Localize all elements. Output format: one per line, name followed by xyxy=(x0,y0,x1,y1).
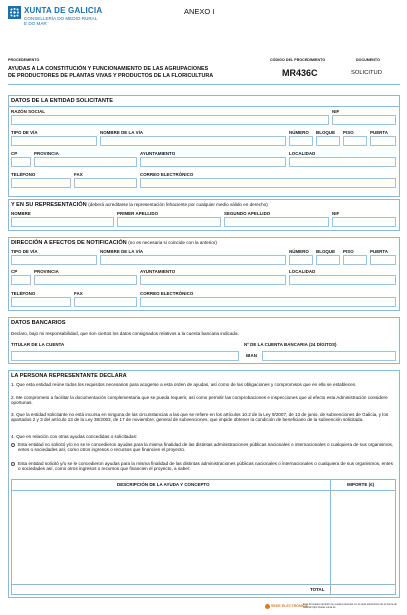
provincia-label: PROVINCIA xyxy=(34,151,59,156)
puerta-field[interactable] xyxy=(370,136,396,146)
not-puerta-field[interactable] xyxy=(370,255,396,265)
rep-primer-apellido-field[interactable] xyxy=(117,217,221,227)
declaration-title: LA PERSONA REPRESENTANTE DECLARA xyxy=(11,373,127,379)
fax-label: FAX xyxy=(74,172,83,177)
telefono-label: TELÉFONO xyxy=(11,172,36,177)
department-line-2: E DO MAR xyxy=(24,21,47,26)
cp-field[interactable] xyxy=(11,157,31,167)
rep-segundo-apellido-label: SEGUNDO APELLIDO xyxy=(224,211,271,216)
rep-primer-apellido-label: PRIMER APELLIDO xyxy=(117,211,159,216)
aid-table-total-label: TOTAL xyxy=(310,587,325,592)
logo-emblem-icon xyxy=(8,6,21,19)
procedure-title-line-2: DE PRODUCTORES DE PLANTAS VIVAS Y PRODUCTOS DE LA FLORICULTURA xyxy=(8,73,214,79)
rep-nif-field[interactable] xyxy=(332,217,396,227)
notification-subtitle: (no es necesaria si coincide con la anterior) xyxy=(128,240,217,245)
declaration-item-2: 2. Me comprometo a facilitar la documentación complementaria que se pueda requerir, así como permitir las comprobaciones e inspecciones que al efecto esta Administración considere oportunas. xyxy=(11,395,388,406)
option-no-aid-text: Esta entidad no solicitó y/o no se le concedieron ayudas para la misma finalidad de las distintas administraciones públicas nacionales o internacionales o cualquiera de sus organismos, entes o sociedades así, como otros ingresos o recursos que financien el proyecto. xyxy=(18,442,394,453)
titular-field[interactable] xyxy=(11,351,239,361)
rep-nombre-field[interactable] xyxy=(11,217,114,227)
representation-title xyxy=(11,202,268,208)
piso-label: PISO xyxy=(343,130,354,135)
option-aid-text: Esta entidad solicitó y/o se le concedieron ayudas para la misma finalidad de las distintas administraciones públicas nacionales o internacionales o cualquiera de sus organismos, entes o sociedades así, como otros ingresos o recursos que financien el proyecto, a saber: xyxy=(18,461,393,472)
not-provincia-label: PROVINCIA xyxy=(34,269,59,274)
not-cp-label: CP xyxy=(11,269,18,274)
not-telefono-field[interactable] xyxy=(11,297,71,307)
not-ayuntamiento-field[interactable] xyxy=(140,275,286,285)
document-type: SOLICITUD xyxy=(351,70,382,76)
tipo-via-label: TIPO DE VÍA xyxy=(11,130,38,135)
procedure-code-label: CÓDIGO DEL PROCEDIMIENTO xyxy=(270,58,326,62)
bank-title: DATOS BANCARIOS xyxy=(11,320,66,326)
localidad-label: LOCALIDAD xyxy=(289,151,316,156)
not-bloque-label: BLOQUE xyxy=(316,249,336,254)
razon-social-field[interactable] xyxy=(11,115,329,125)
declaration-item-3: 3. Que la entidad solicitante no está incursa en ninguna de las circunstancias a las que se refiere en los artículos 10.2 de la Ley 9/2007, de 13 de junio, de subvenciones de Galicia, y los apartados 2 y 3 del artículo 13 de la Ley 38/2003, de 17 de noviembre, general de subvenciones, que impide obtener la condición de beneficiario de la subvención solicitada. xyxy=(11,412,389,423)
applicant-title-divider xyxy=(8,106,400,107)
fax-field[interactable] xyxy=(74,178,137,188)
bloque-label: BLOQUE xyxy=(316,130,336,135)
not-cp-field[interactable] xyxy=(11,275,31,285)
declaration-item-1: 1. Que esta entidad reúne todos los requisitos necesarios para acogerse a esta orden de ayudas, así como de las obligaciones y compromisos que en ella se establecen. xyxy=(11,382,357,387)
option-aid-radio[interactable] xyxy=(11,462,15,466)
not-nombre-via-field[interactable] xyxy=(100,255,286,265)
numero-label: NÚMERO xyxy=(289,130,309,135)
aid-table-column-divider xyxy=(330,479,331,595)
aid-table-header-line xyxy=(11,490,396,491)
annex-title: ANEXO I xyxy=(184,7,215,16)
titular-label: TITULAR DE LA CUENTA xyxy=(11,342,65,347)
not-localidad-field[interactable] xyxy=(289,275,396,285)
not-fax-label: FAX xyxy=(74,291,83,296)
notification-title-text: DIRECCIÓN A EFECTOS DE NOTIFICACIÓN xyxy=(11,240,127,246)
not-numero-label: NÚMERO xyxy=(289,249,309,254)
puerta-label: PUERTA xyxy=(370,130,389,135)
correo-label: CORREO ELECTRÓNICO xyxy=(140,172,194,177)
procedure-title-line-1: AYUDAS A LA CONSTITUCIÓN Y FUNCIONAMIENTO DE LAS AGRUPACIONES xyxy=(8,66,209,72)
not-bloque-field[interactable] xyxy=(316,255,340,265)
numero-field[interactable] xyxy=(289,136,313,146)
razon-social-label: RAZÓN SOCIAL xyxy=(11,109,46,114)
not-tipo-via-field[interactable] xyxy=(11,255,97,265)
nif-label: NIF xyxy=(332,109,340,114)
logo-name: XUNTA DE GALICIA xyxy=(24,6,103,15)
procedure-label: PROCEDEMENTO xyxy=(8,58,40,62)
aid-table xyxy=(11,479,396,595)
not-telefono-label: TELÉFONO xyxy=(11,291,36,296)
correo-field[interactable] xyxy=(140,178,396,188)
representation-subtitle: (deberá acreditarse la representación fehaciente por cualquier medio válido en derecho) xyxy=(88,202,268,207)
not-piso-field[interactable] xyxy=(343,255,367,265)
not-correo-label: CORREO ELECTRÓNICO xyxy=(140,291,194,296)
iban-field[interactable] xyxy=(262,351,396,361)
declaration-item-4: 4. Que en relación con otras ayudas concedidas o solicitadas: xyxy=(11,434,138,439)
procedure-code: MR436C xyxy=(282,68,318,78)
not-puerta-label: PUERTA xyxy=(370,249,389,254)
department-line-1: CONSELLERÍA DO MEDIO RURAL xyxy=(24,16,98,21)
aid-table-total-line xyxy=(11,584,396,585)
rep-nif-label: NIF xyxy=(332,211,340,216)
telefono-field[interactable] xyxy=(11,178,71,188)
rep-segundo-apellido-field[interactable] xyxy=(224,217,329,227)
bank-declaration: Declaro, bajo mi responsabilidad, que son ciertos los datos consignados relativos a la cuenta bancaria indicada. xyxy=(11,331,239,336)
account-number-label: Nº DE LA CUENTA BANCARIA (24 DÍGITOS) xyxy=(244,342,337,347)
option-no-aid-radio[interactable] xyxy=(11,443,15,447)
sede-icon xyxy=(265,604,270,609)
nombre-via-label: NOMBRE DE LA VÍA xyxy=(100,130,144,135)
aid-table-amount-header: IMPORTE (€) xyxy=(347,482,375,487)
iban-label: IBAN xyxy=(246,353,257,358)
not-provincia-field[interactable] xyxy=(34,275,137,285)
tipo-via-field[interactable] xyxy=(11,136,97,146)
sede-label: SEDE ELECTRÓNICA xyxy=(271,604,308,608)
xunta-logo xyxy=(8,6,21,19)
not-correo-field[interactable] xyxy=(140,297,396,307)
document-label: DOCUMENTO xyxy=(356,58,380,62)
rep-nombre-label: NOMBRE xyxy=(11,211,31,216)
not-tipo-via-label: TIPO DE VÍA xyxy=(11,249,38,254)
not-numero-field[interactable] xyxy=(289,255,313,265)
procedure-divider xyxy=(8,84,400,85)
provincia-field[interactable] xyxy=(34,157,137,167)
nif-field[interactable] xyxy=(332,115,396,125)
not-fax-field[interactable] xyxy=(74,297,137,307)
not-nombre-via-label: NOMBRE DE LA VÍA xyxy=(100,249,144,254)
ayuntamiento-label: AYUNTAMIENTO xyxy=(140,151,176,156)
notification-title xyxy=(11,240,217,246)
aid-table-desc-header: DESCRIPCIÓN DE LA AYUDA Y CONCEPTO xyxy=(117,482,210,487)
footer-note: Este formulario también se puede presentar en la sede electrónica de la Xunta de Galicia https://sede.xunta.es xyxy=(303,603,397,609)
cp-label: CP xyxy=(11,151,18,156)
applicant-section-title: DATOS DE LA ENTIDAD SOLICITANTE xyxy=(11,98,114,104)
bloque-field[interactable] xyxy=(316,136,340,146)
nombre-via-field[interactable] xyxy=(100,136,286,146)
not-localidad-label: LOCALIDAD xyxy=(289,269,316,274)
not-ayuntamiento-label: AYUNTAMIENTO xyxy=(140,269,176,274)
not-piso-label: PISO xyxy=(343,249,354,254)
representation-title-text: Y EN SU REPRESENTACIÓN xyxy=(11,202,87,208)
localidad-field[interactable] xyxy=(289,157,396,167)
ayuntamiento-field[interactable] xyxy=(140,157,286,167)
piso-field[interactable] xyxy=(343,136,367,146)
